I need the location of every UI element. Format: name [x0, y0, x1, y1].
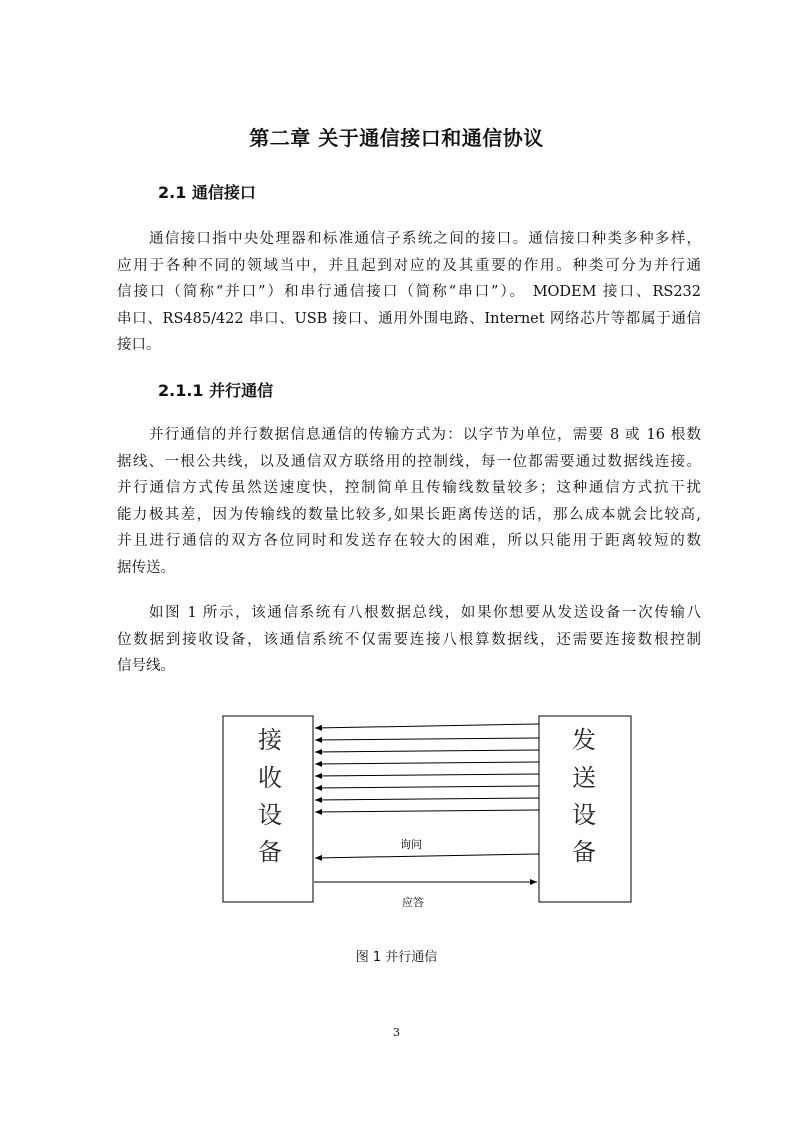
receiver-char: 设 — [258, 801, 282, 829]
subsection-heading: 2.1.1 并行通信 — [158, 381, 274, 400]
data-line-arrow — [315, 774, 539, 776]
receiver-char: 接 — [258, 726, 282, 754]
paragraph-line: 并行通信的并行数据信息通信的传输方式为：以字节为单位，需要 8 或 16 根数 — [149, 427, 701, 443]
sender-char: 送 — [572, 764, 596, 792]
paragraph-line: 接口。 — [117, 337, 161, 353]
parallel-communication-diagram — [222, 712, 632, 917]
data-line-arrow — [315, 810, 539, 812]
response-label: 应答 — [402, 896, 424, 909]
section-heading: 2.1 通信接口 — [158, 183, 256, 202]
inquiry-label: 询问 — [400, 838, 422, 851]
data-line-arrow — [315, 798, 539, 800]
paragraph-line: 并行通信方式传虽然送速度快，控制简单且传输线数量较多；这种通信方式抗干扰 — [117, 480, 701, 496]
paragraph-line: 应用于各种不同的领域当中，并且起到对应的及其重要的作用。种类可分为并行通 — [117, 257, 701, 274]
figure-caption: 图 1 并行通信 — [355, 950, 438, 965]
inquiry-arrow — [315, 854, 539, 858]
paragraph-line: 串口、RS485/422 串口、USB 接口、通用外围电路、Internet 网络芯片等都属于通信 — [117, 310, 701, 327]
data-line-arrow — [315, 738, 539, 740]
paragraph-line: 如图 1 所示，该通信系统有八根数据总线，如果你想要从发送设备一次传输八 — [149, 605, 701, 621]
paragraph-line: 位数据到接收设备，该通信系统不仅需要连接八根算数据线，还需要连接数根控制 — [117, 631, 701, 648]
paragraph-line: 通信接口指中央处理器和标准通信子系统之间的接口。通信接口种类多种多样， — [149, 231, 701, 247]
paragraph-parallel — [117, 422, 701, 581]
paragraph-line: 据传送。 — [117, 559, 175, 576]
data-line-arrow — [315, 786, 539, 788]
paragraph-figure-ref — [117, 600, 701, 680]
data-line-arrow — [315, 750, 539, 752]
data-line-arrow — [315, 762, 539, 764]
chapter-title: 第二章 关于通信接口和通信协议 — [249, 126, 544, 150]
paragraph-line: 能力极其差，因为传输线的数量比较多,如果长距离传送的话，那么成本就会比较高, — [117, 506, 701, 523]
data-line-arrow — [315, 724, 539, 728]
page-number: 3 — [393, 1026, 400, 1039]
paragraph-intro — [117, 226, 701, 359]
paragraph-line: 据线、一根公共线，以及通信双方联络用的控制线，每一位都需要通过数据线连接。 — [117, 453, 701, 470]
paragraph-line: 信接口（简称“并口”）和串行通信接口（简称“串口”）。 MODEM 接口、RS232 — [117, 284, 701, 300]
sender-char: 发 — [572, 726, 596, 754]
receiver-char: 备 — [258, 838, 282, 866]
paragraph-line: 信号线。 — [117, 658, 175, 674]
paragraph-line: 并且进行通信的双方各位同时和发送存在较大的困难，所以只能用于距离较短的数 — [117, 533, 701, 549]
sender-char: 备 — [572, 838, 596, 866]
sender-char: 设 — [572, 801, 596, 829]
receiver-char: 收 — [258, 764, 282, 792]
